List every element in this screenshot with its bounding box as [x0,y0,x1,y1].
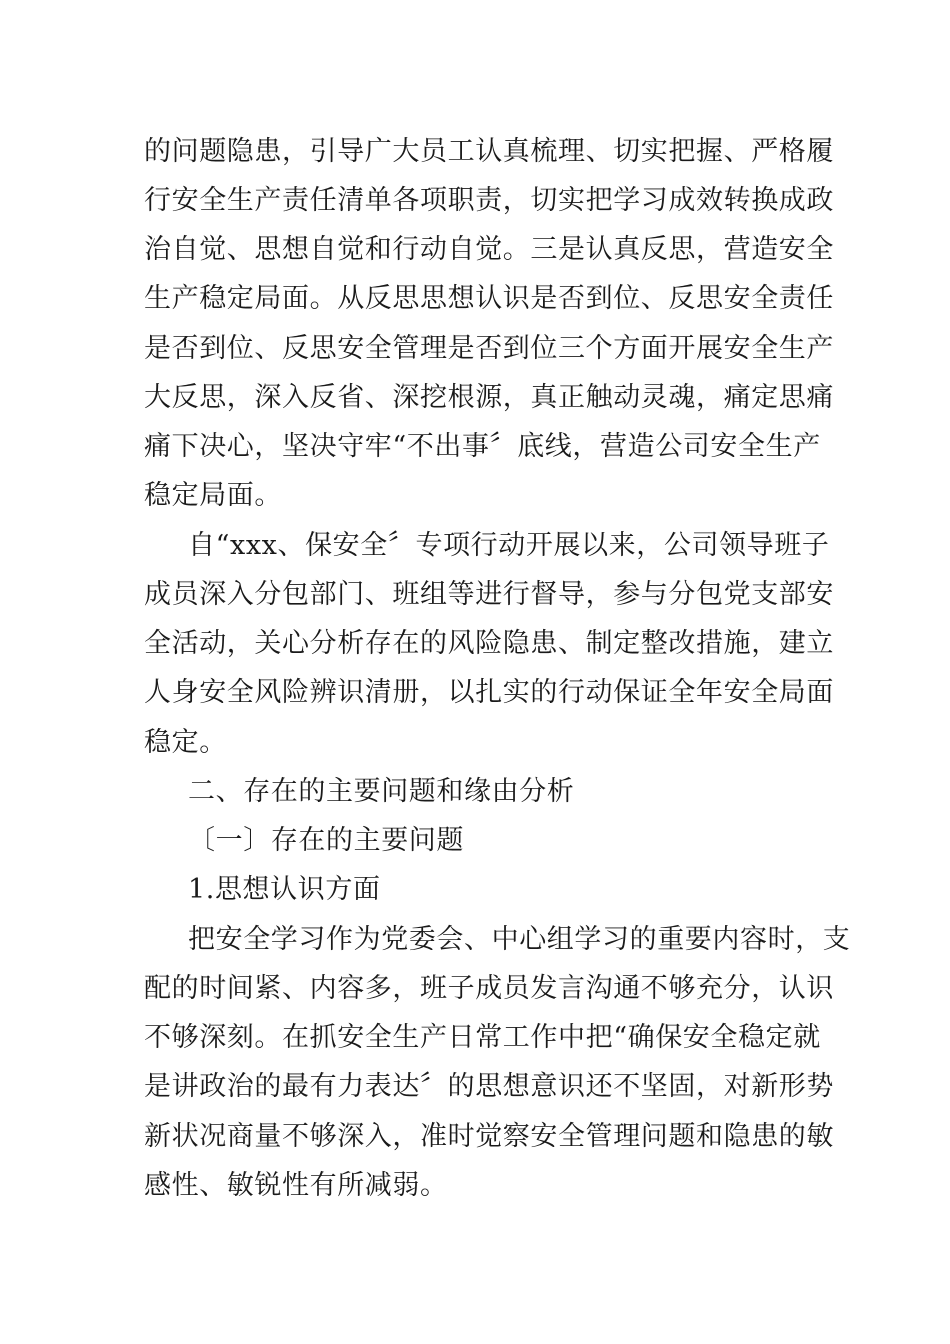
paragraph-line: 自“xxx、保安全〞专项行动开展以来，公司领导班子 [188,530,830,561]
paragraph-line: 成员深入分包部门、班组等进行督导，参与分包党支部安 [144,579,834,610]
paragraph-line: 感性、敏锐性有所减弱。 [144,1170,448,1201]
paragraph-line: 全活动，关心分析存在的风险隐患、制定整改措施，建立 [144,628,834,659]
paragraph-line: 痛下决心，坚决守牢“不出事〞底线，营造公司安全生产 [144,431,821,462]
paragraph-line: 新状况商量不够深入，准时觉察安全管理问题和隐患的敏 [144,1121,834,1152]
paragraph-line: 把安全学习作为党委会、中心组学习的重要内容时，支 [188,924,851,955]
paragraph-line: 治自觉、思想自觉和行动自觉。三是认真反思，营造安全 [144,234,834,265]
paragraph-line: 人身安全风险辨识清册，以扎实的行动保证全年安全局面 [144,677,834,708]
paragraph-line: 行安全生产责任清单各项职责，切实把学习成效转换成政 [144,185,834,216]
subsection-heading: 〔一〕存在的主要问题 [188,825,464,856]
paragraph-line: 大反思，深入反省、深挖根源，真正触动灵魂，痛定思痛 [144,382,834,413]
paragraph-line: 是讲政治的最有力表达〞的思想意识还不坚固，对新形势 [144,1071,834,1102]
section-heading: 二、存在的主要问题和缘由分析 [188,776,575,807]
paragraph-line: 是否到位、反思安全管理是否到位三个方面开展安全生产 [144,333,834,364]
paragraph-line: 不够深刻。在抓安全生产日常工作中把“确保安全稳定就 [144,1022,821,1053]
paragraph-line: 生产稳定局面。从反思思想认识是否到位、反思安全责任 [144,283,834,314]
item-heading: 1.思想认识方面 [188,874,381,905]
paragraph-line: 的问题隐患，引导广大员工认真梳理、切实把握、严格履 [144,136,834,167]
paragraph-line: 配的时间紧、内容多，班子成员发言沟通不够充分，认识 [144,973,834,1004]
paragraph-line: 稳定。 [144,727,227,758]
paragraph-line: 稳定局面。 [144,480,282,511]
